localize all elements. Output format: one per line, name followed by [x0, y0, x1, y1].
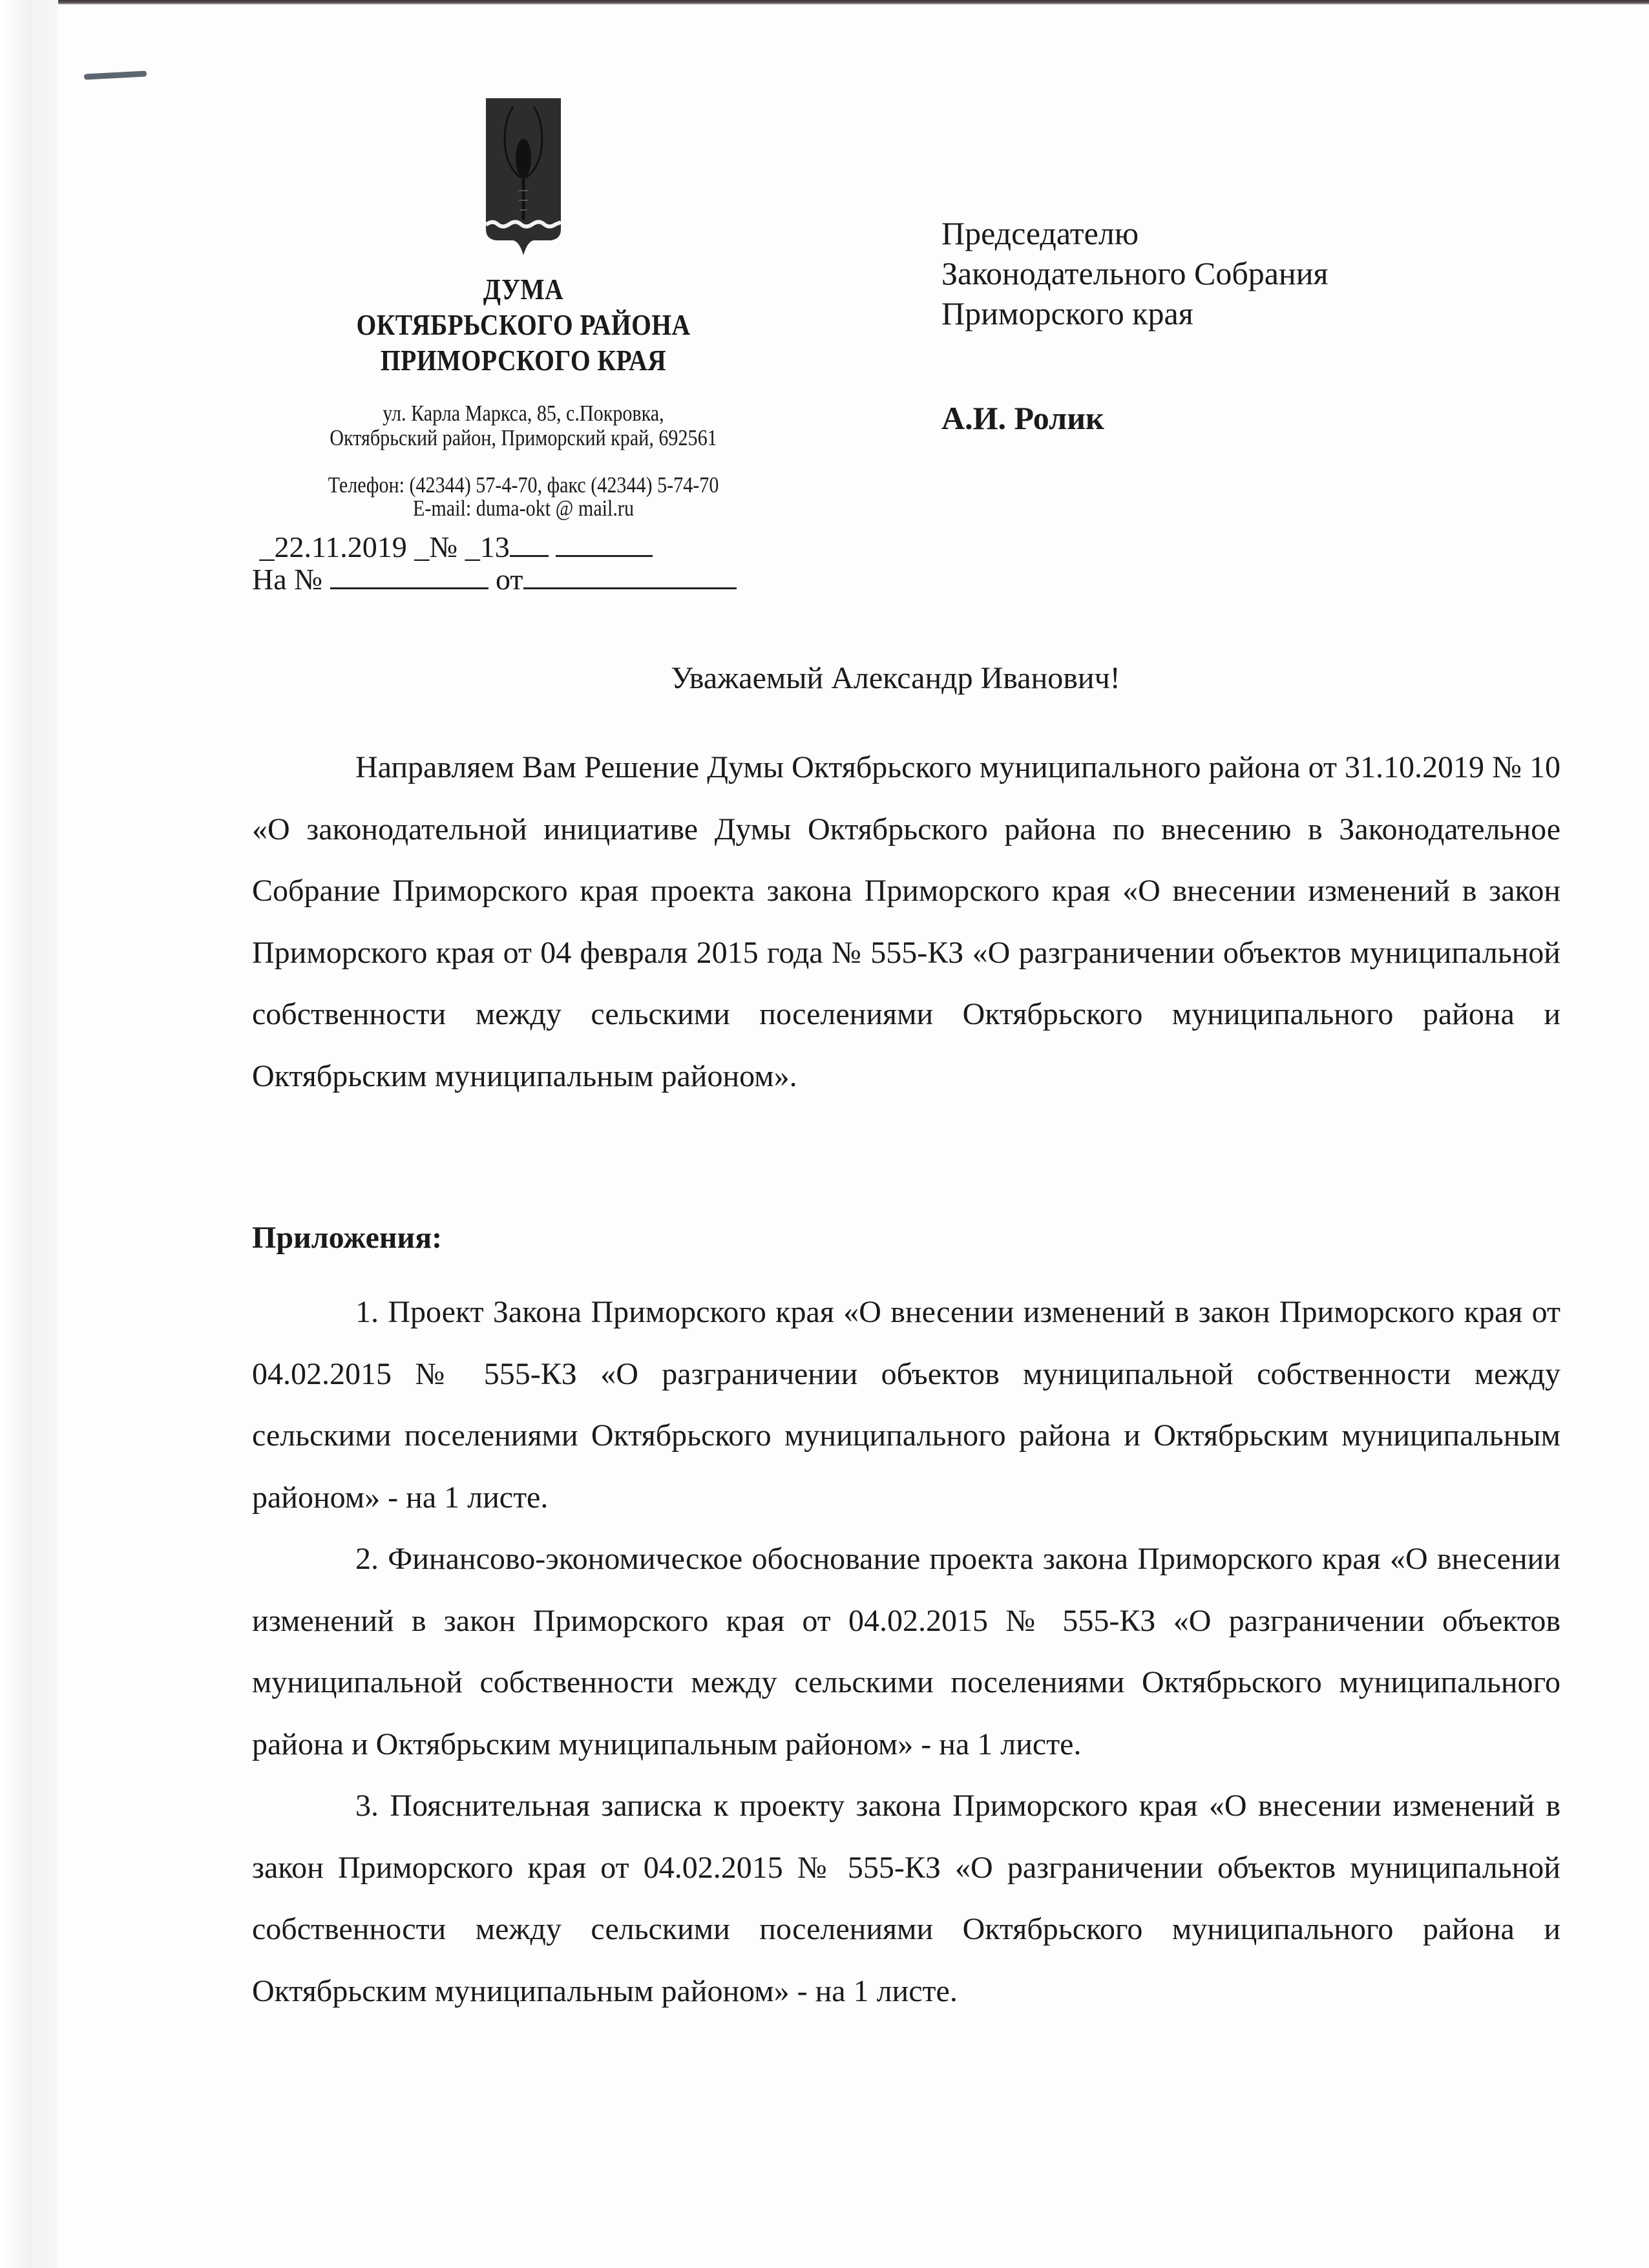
outgoing-date: _22.11.2019	[259, 530, 407, 563]
blank-line	[556, 551, 653, 557]
outgoing-number: _13	[465, 530, 510, 563]
org-title-line: ПРИМОРСКОГО КРАЯ	[380, 344, 667, 377]
number-label: _№	[414, 530, 458, 563]
addressee-line: Законодательного Собрания	[941, 255, 1329, 291]
org-title-line: ОКТЯБРЬСКОГО РАЙОНА	[356, 308, 691, 341]
addressee-block	[941, 213, 1328, 438]
coat-of-arms-icon	[485, 97, 562, 258]
reply-to-line	[252, 563, 737, 596]
address-line: ул. Карла Маркса, 85, с.Покровка,	[383, 401, 664, 426]
blank-line	[510, 551, 549, 557]
org-address	[284, 401, 762, 450]
registration-block	[252, 531, 737, 596]
letterhead	[246, 97, 801, 520]
attachment-item: 3. Пояснительная записка к проекту закона Приморского края «О внесении изменений в закон Приморского края от 04.02.2015 № 555-КЗ «О разграничении объектов муниципальной собственности между сельскими поселениями Октябрьского муниципального района и Октябрьским муниципальным районом» - на 1 листе.	[252, 1789, 1560, 2008]
addressee-line: Председателю	[941, 215, 1139, 251]
blank-line	[523, 583, 737, 589]
main-paragraph-text: Направляем Вам Решение Думы Октябрьского муниципального района от 31.10.2019 № 10 «О законодательной инициативе Думы Октябрьского района по внесению в Законодательное Собрание Приморского края проекта закона Приморского края «О внесении изменений в закон Приморского края от 04 февраля 2015 года № 555-КЗ «О разграничении объектов муниципальной собственности между сельскими поселениями Октябрьского муниципального района и Октябрьским муниципальным районом».	[252, 750, 1560, 1093]
attachments-heading: Приложения:	[252, 1221, 443, 1255]
scan-page-edge	[0, 0, 58, 2268]
email-line: E-mail: duma-okt @ mail.ru	[412, 496, 635, 521]
scan-top-border	[58, 0, 1649, 5]
scan-mark	[84, 70, 147, 79]
main-paragraph	[252, 737, 1560, 1107]
salutation: Уважаемый Александр Иванович!	[671, 661, 1120, 695]
addressee-name: А.И. Ролик	[941, 400, 1104, 436]
addressee-line: Приморского края	[941, 295, 1193, 331]
org-contacts	[284, 474, 762, 520]
attachment-item: 2. Финансово-экономическое обоснование проекта закона Приморского края «О внесении изменений в закон Приморского края от 04.02.2015 № 555-КЗ «О разграничении объектов муниципальной собственности между сельскими поселениями Октябрьского муниципального района и Октябрьским муниципальным районом» - на 1 листе.	[252, 1542, 1560, 1761]
org-title-line: ДУМА	[483, 273, 564, 306]
reply-label: На №	[252, 563, 323, 596]
address-line: Октябрьский район, Приморский край, 692561	[330, 425, 717, 450]
org-title	[284, 271, 762, 378]
phone-fax-line: Телефон: (42344) 57-4-70, факс (42344) 5-74-70	[328, 472, 719, 498]
from-label: от	[496, 563, 523, 596]
attachments-list	[252, 1281, 1560, 2022]
blank-line	[330, 583, 488, 589]
outgoing-number-line	[252, 531, 737, 563]
attachment-item: 1. Проект Закона Приморского края «О внесении изменений в закон Приморского края от 04.02.2015 № 555-КЗ «О разграничении объектов муниципальной собственности между сельскими поселениями Октябрьского муниципального района и Октябрьским муниципальным районом» - на 1 листе.	[252, 1295, 1560, 1515]
